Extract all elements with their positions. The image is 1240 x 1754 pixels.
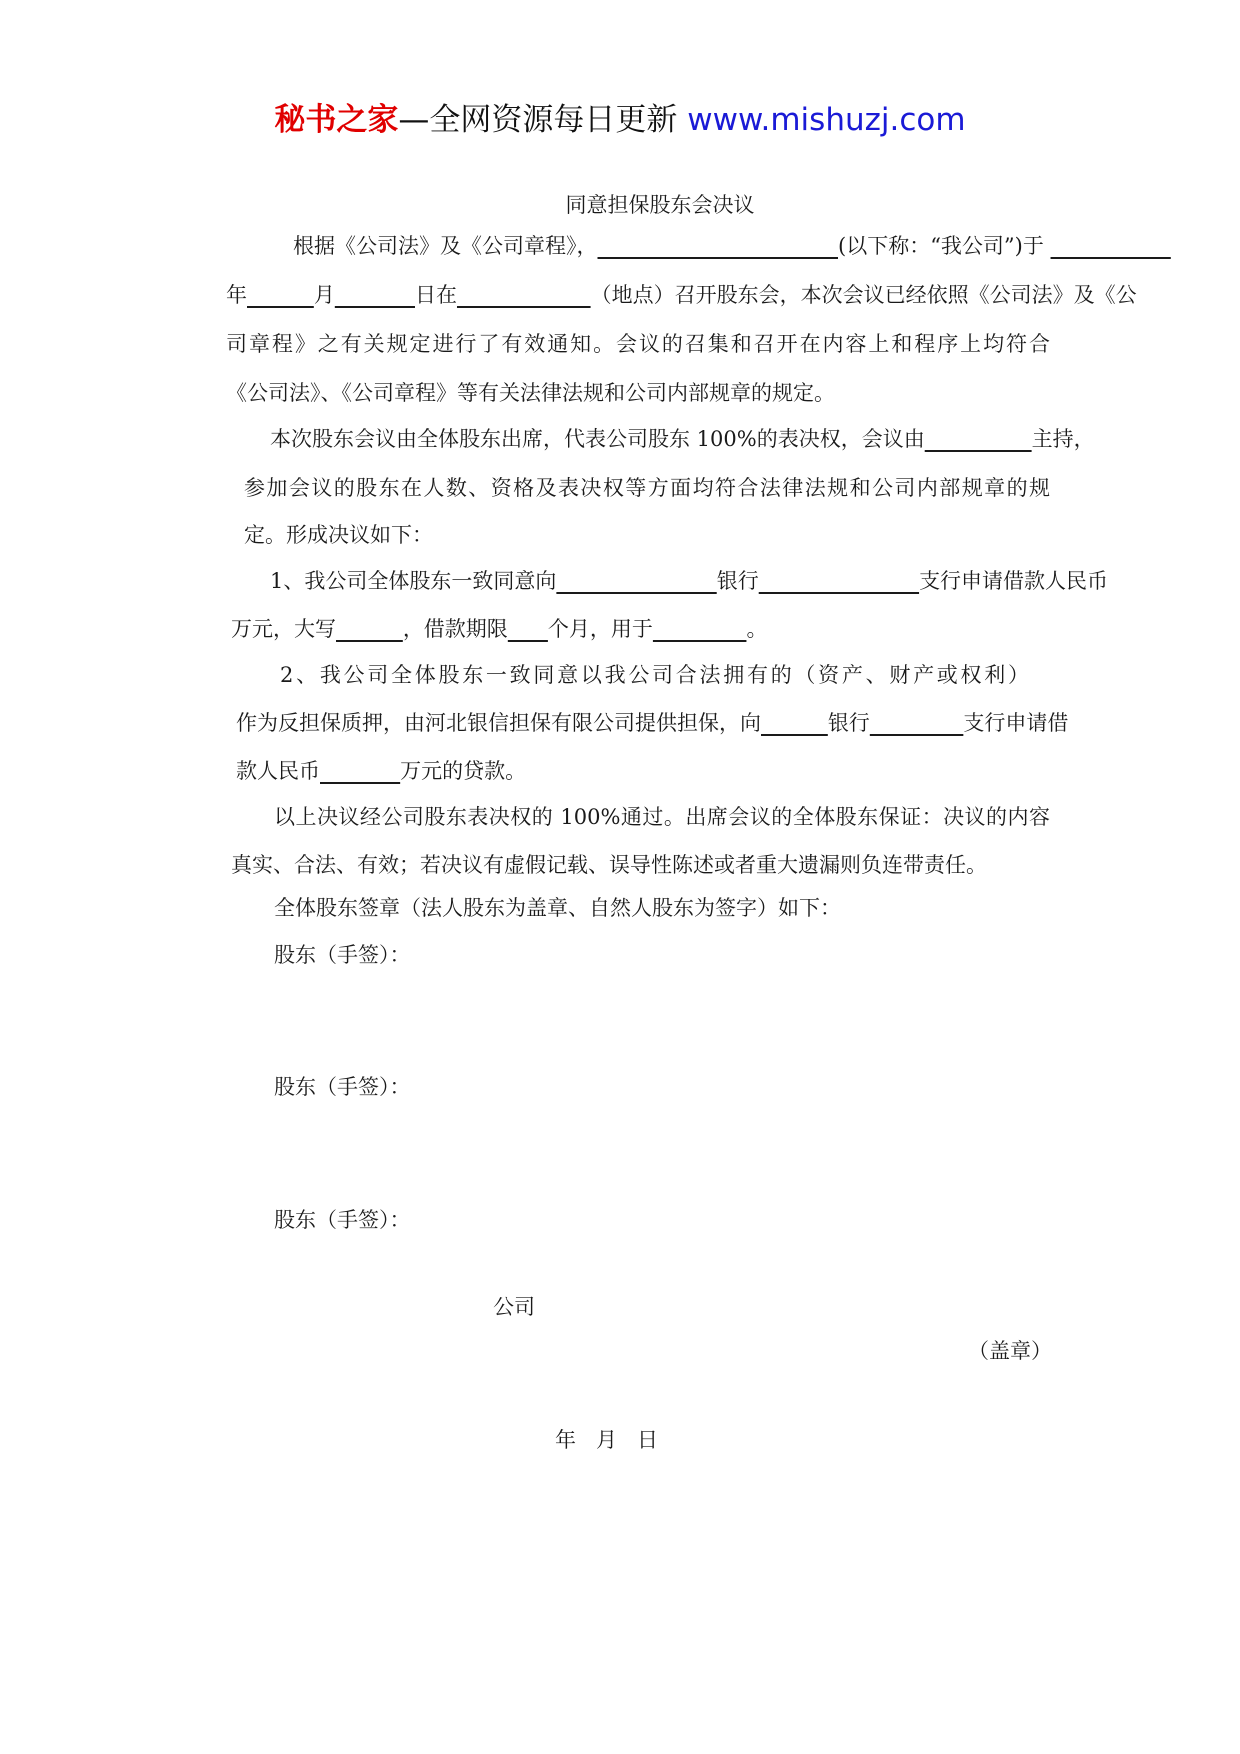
paragraph-line: 真实、合法、有效；若决议有虚假记载、误导性陈述或者重大遗漏则负连带责任。 xyxy=(231,853,987,877)
paragraph-line: 司章程》之有关规定进行了有效通知。会议的召集和召开在内容上和程序上均符合 xyxy=(226,332,1050,356)
site-brand: 秘书之家 xyxy=(274,102,399,138)
resolution-line: 款人民币 万元的贷款。 xyxy=(236,759,527,783)
company-label: 公司 xyxy=(493,1295,535,1319)
shareholder-signature-2: 股东（手签）： xyxy=(274,1075,411,1099)
paragraph-line: 根据《公司法》及《公司章程》， (以下称：“我公司”)于 xyxy=(293,231,1050,261)
month-blank xyxy=(247,283,314,307)
resolution-line: 2、我公司全体股东一致同意以我公司合法拥有的（资产、财产或权利） xyxy=(280,663,1030,687)
site-url-link[interactable]: www.mishuzj.com xyxy=(687,102,966,138)
resolution-line: 1、我公司全体股东一致同意向 银行 支行申请借款人民币 xyxy=(270,569,1109,593)
location-blank xyxy=(457,283,591,307)
host-blank xyxy=(925,427,1032,451)
amount-words-blank xyxy=(336,617,403,641)
branch-blank-2 xyxy=(870,711,964,735)
document-title: 同意担保股东会决议 xyxy=(565,193,755,217)
resolution-line: 作为反担保质押，由河北银信担保有限公司提供担保，向 银行 支行申请借 xyxy=(236,711,1069,735)
bank-blank xyxy=(556,569,716,593)
paragraph-line: 年 月 日在 （地点）召开股东会，本次会议已经依照《公司法》及《公 xyxy=(226,283,1137,307)
date-line: 年 月 日 xyxy=(555,1428,659,1452)
loan-amount-blank xyxy=(320,759,400,783)
site-banner xyxy=(0,100,1240,140)
paragraph-line: 定。形成决议如下： xyxy=(244,523,433,547)
paragraph-line: 参加会议的股东在人数、资格及表决权等方面均符合法律法规和公司内部规章的规 xyxy=(244,476,1050,500)
bank-blank-2 xyxy=(761,711,828,735)
seal-label: （盖章） xyxy=(968,1339,1052,1363)
company-name-blank xyxy=(598,234,839,258)
paragraph-line: 以上决议经公司股东表决权的 100%通过。出席会议的全体股东保证：决议的内容 xyxy=(274,805,1050,829)
paragraph-line: 本次股东会议由全体股东出席，代表公司股东 100%的表决权，会议由 主持， xyxy=(270,427,1095,451)
site-slogan: —全网资源每日更新 xyxy=(398,102,688,138)
term-blank xyxy=(508,617,548,641)
shareholder-signature-1: 股东（手签）： xyxy=(274,943,411,967)
day-blank xyxy=(335,283,415,307)
resolution-line: 万元，大写 ，借款期限 个月，用于 。 xyxy=(231,617,768,641)
shareholder-signature-3: 股东（手签）： xyxy=(274,1208,411,1232)
year-blank xyxy=(1051,234,1171,258)
paragraph-line: 《公司法》、《公司章程》等有关法律法规和公司内部规章的规定。 xyxy=(226,381,835,405)
purpose-blank xyxy=(653,617,747,641)
branch-blank xyxy=(759,569,919,593)
signature-intro: 全体股东签章（法人股东为盖章、自然人股东为签字）如下： xyxy=(274,896,841,920)
